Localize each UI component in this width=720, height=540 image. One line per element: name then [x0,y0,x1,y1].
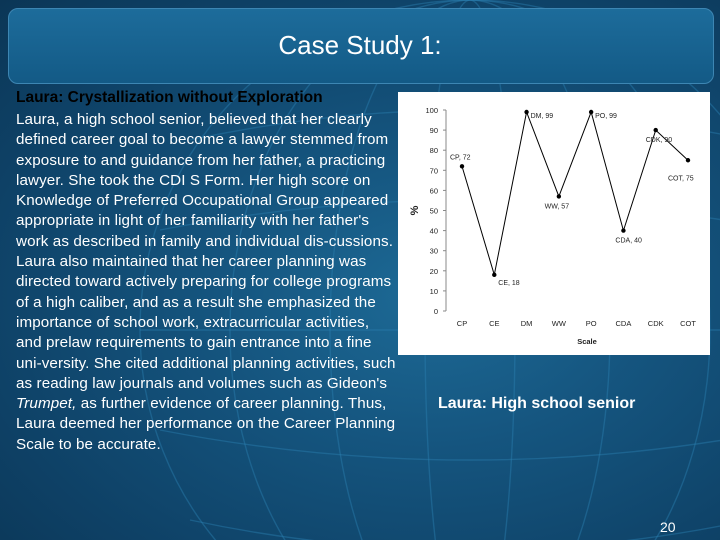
chart-caption: Laura: High school senior [438,395,636,412]
data-label: PO, 99 [595,113,617,121]
data-point [524,110,528,114]
data-point [589,110,593,114]
data-point [557,194,561,198]
y-tick-label: 10 [429,286,438,296]
y-tick-label: 60 [429,186,438,196]
data-label: DM, 99 [530,113,554,121]
x-tick-label: CDK [647,319,664,328]
case-body-text [16,110,398,455]
y-tick-label: 20 [429,266,438,276]
x-tick-label: CP [456,319,468,328]
data-point [686,158,690,162]
data-point [460,164,464,168]
y-tick-label: 50 [429,206,438,216]
data-label: WW, 57 [544,203,570,211]
career-profile-line-chart [398,92,710,355]
data-label: COT, 75 [668,175,694,183]
data-point [654,128,658,132]
y-tick-label: 0 [433,307,438,316]
x-tick-label: COT [680,319,696,328]
x-axis-label: Scale [577,337,597,346]
slide-title: Case Study 1: [278,30,442,60]
body-text-part-2: as further evidence of career planning. Thus, Laura deemed her performance on the Career Planning Scale to be accurate. [16,395,396,453]
data-label: CP, 72 [450,154,471,162]
data-label: CE, 18 [498,279,520,287]
x-tick-label: WW [551,319,566,328]
page-number: 20 [660,519,676,535]
body-text-part-1: Laura, a high school senior, believed that her clearly defined career goal to become a lawyer stemmed from exposure to and guidance from her father, a practicing lawyer. She took the CDI S Form. Her high score on Knowledge of Preferred Occupational Group appeared appropriate in light of her familiarity with her father's work as described in family and individual dis-cussions. Laura also maintained that her career planning was directed toward actively preparing for college programs of a high caliber, and as a result she emphasized the importance of school work, extracurricular activities, and prelaw requirements to gain entrance into a fine uni-versity. She cited additional planning activities, such as reading law journals and volumes such as Gideon's [16,111,396,392]
y-tick-label: 40 [429,226,438,236]
x-tick-label: PO [585,319,597,328]
body-text-italic: Trumpet, [16,395,77,413]
x-tick-label: CDA [615,319,632,328]
x-tick-label: CE [489,319,500,328]
x-tick-label: DM [520,319,533,328]
y-tick-label: 30 [429,246,438,256]
data-point [621,228,625,232]
y-tick-label: 70 [429,166,438,176]
y-axis-label: % [409,205,421,216]
y-tick-label: 80 [429,146,438,156]
y-tick-label: 100 [425,106,438,115]
data-point [492,273,496,277]
data-label: CDA, 40 [615,237,642,245]
data-label: CDK, 90 [645,137,673,145]
y-tick-label: 90 [429,126,438,136]
case-heading: Laura: Crystallization without Exploration [16,89,323,106]
chart-panel [398,92,710,355]
